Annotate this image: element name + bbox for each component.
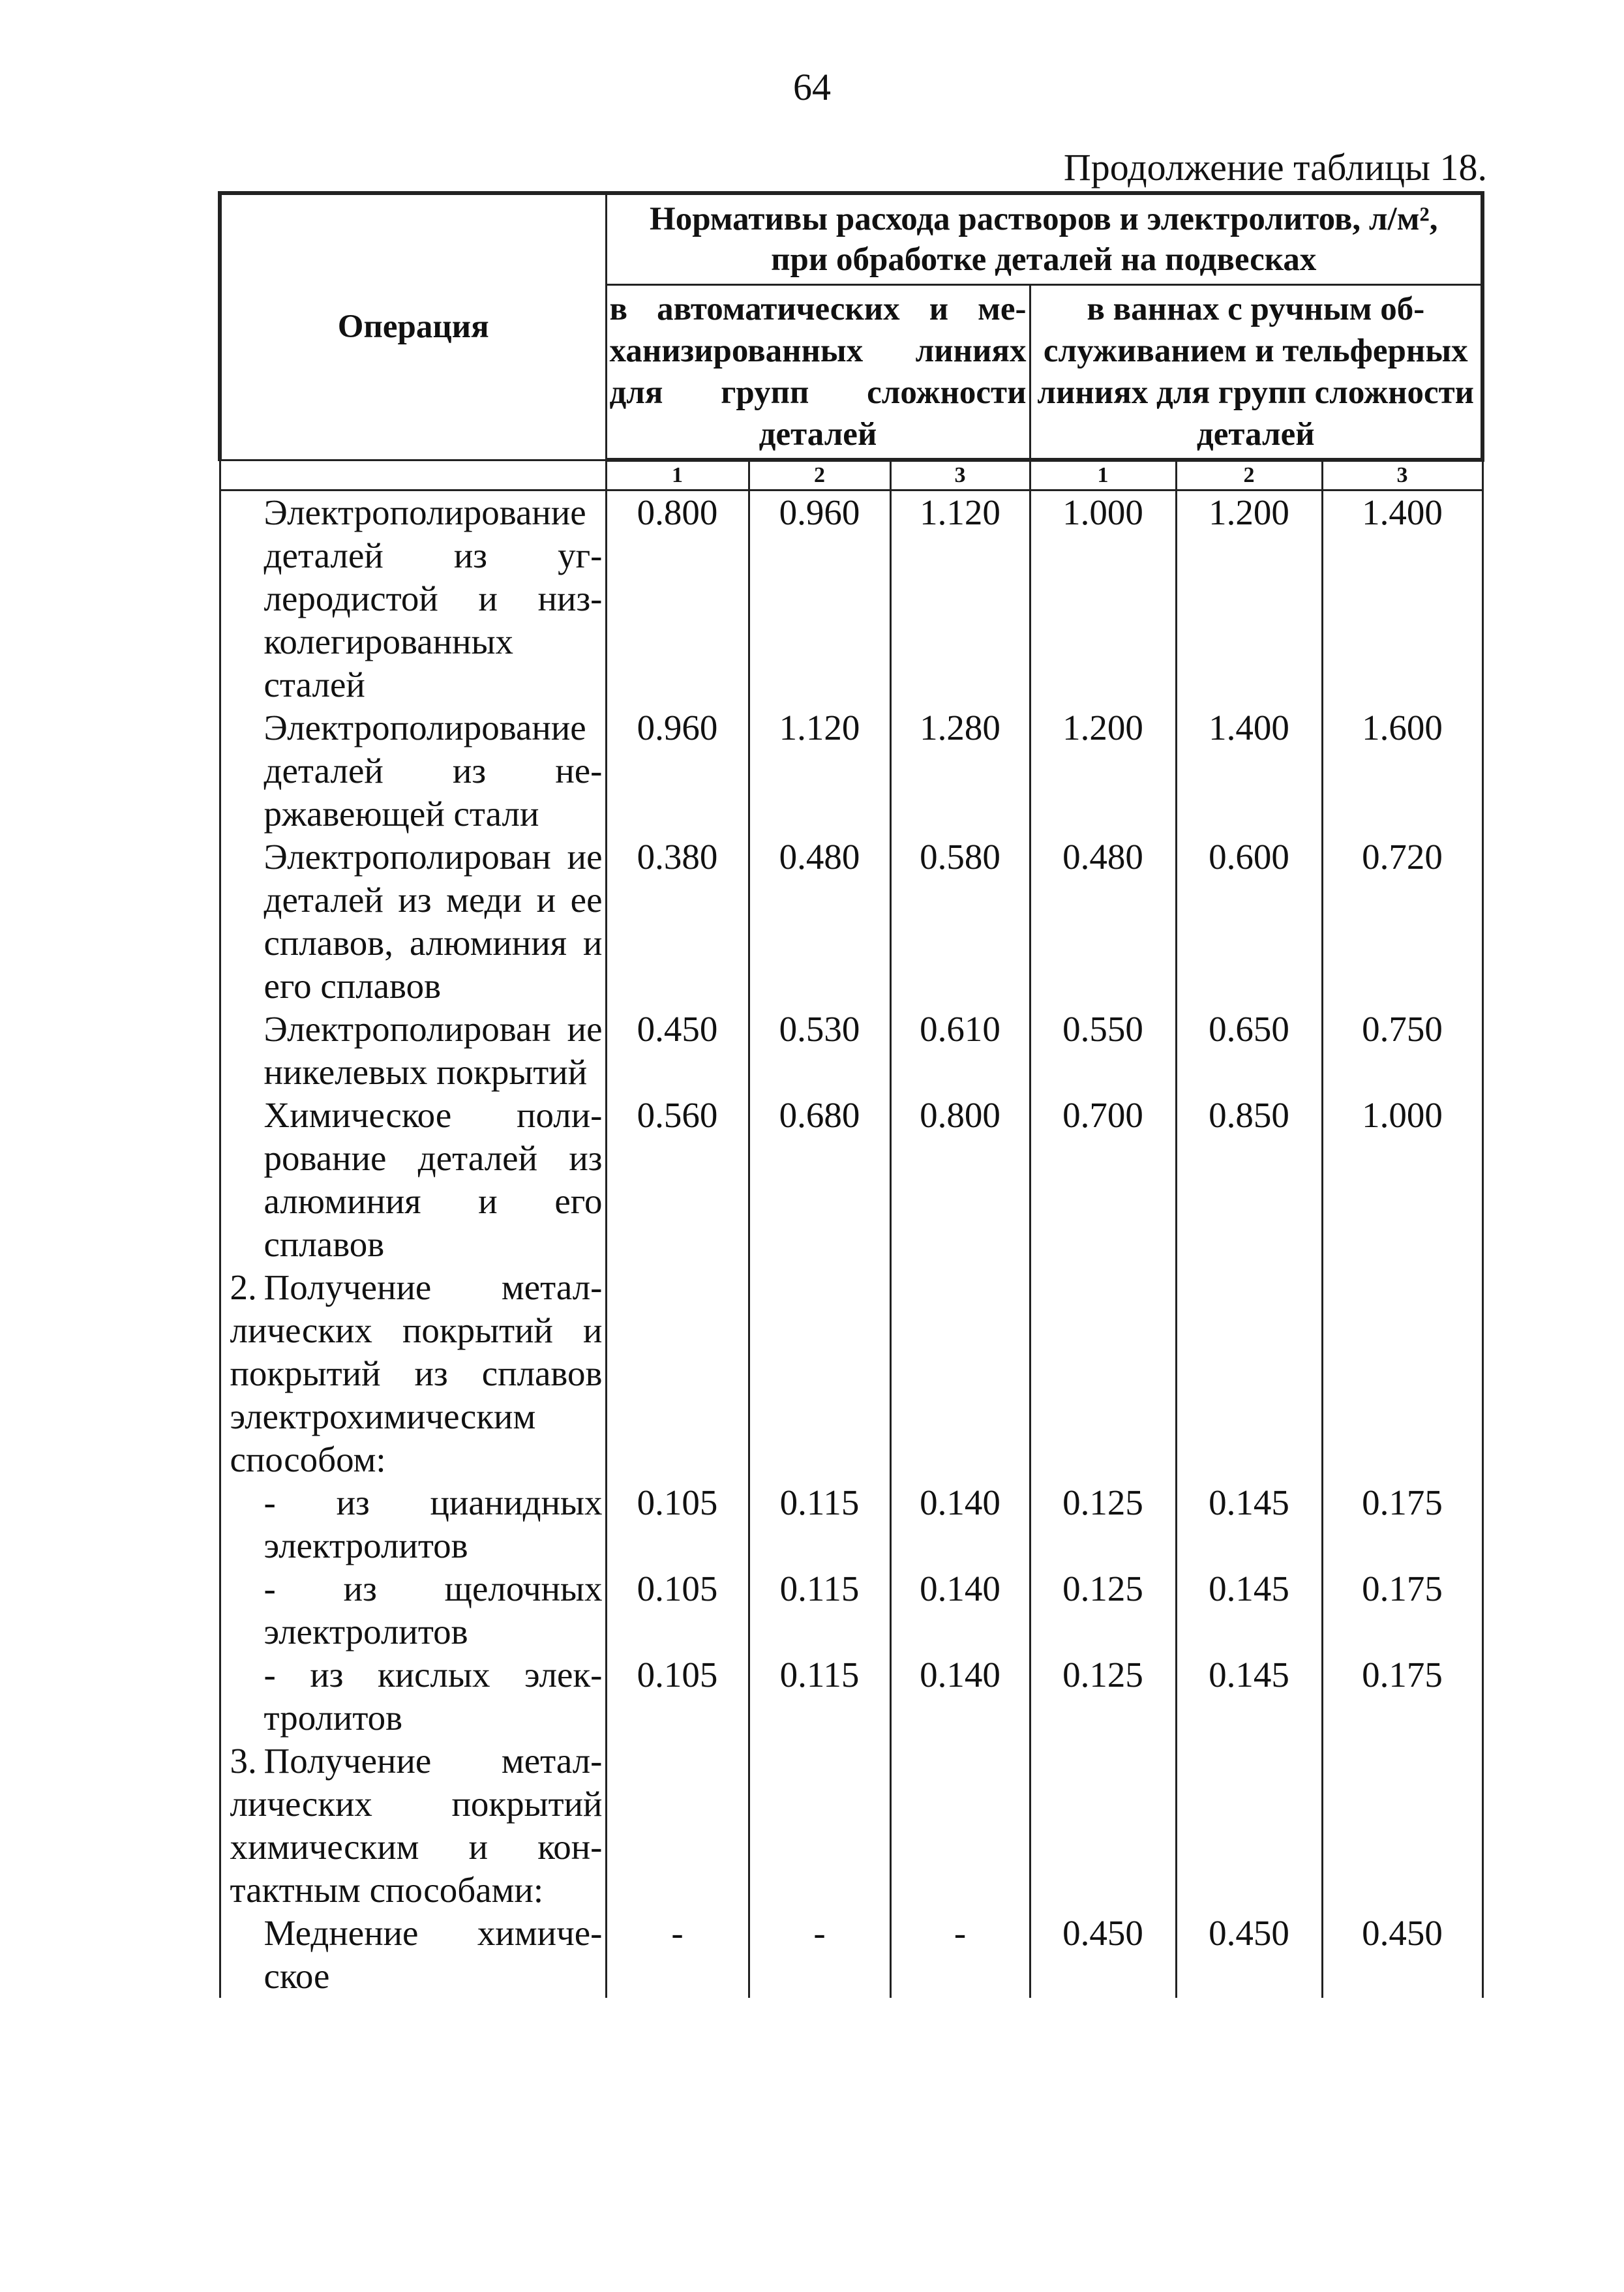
value-cell: 0.600 xyxy=(1176,836,1322,1008)
value-cell: 1.120 xyxy=(749,706,890,836)
table-row xyxy=(220,706,1482,836)
operation-text: Электрополирован ие никелевых покрытий xyxy=(263,1009,603,1092)
value-cell: 0.800 xyxy=(890,1094,1030,1266)
value-cell: 0.680 xyxy=(749,1094,890,1266)
operation-cell xyxy=(220,836,606,1008)
value-cell: 1.400 xyxy=(1322,490,1482,707)
section-number: 3. xyxy=(230,1741,257,1781)
value-cell xyxy=(1176,1266,1322,1481)
value-cell: 1.400 xyxy=(1176,706,1322,836)
value-cell xyxy=(606,1740,749,1912)
value-cell: 1.200 xyxy=(1176,490,1322,707)
operation-cell xyxy=(220,1481,606,1567)
value-cell: 0.800 xyxy=(606,490,749,707)
value-cell xyxy=(1030,1740,1176,1912)
operation-text: Получение металлических покрытий и покрытий из сплавов электрохимическим способом: xyxy=(230,1267,603,1479)
column-number: 1 xyxy=(606,460,749,490)
value-cell: 0.115 xyxy=(749,1653,890,1740)
manual-baths-header: в ваннах с ручным об-служиванием и тельферных линиях для групп сложности деталей xyxy=(1030,285,1482,460)
value-cell: 0.125 xyxy=(1030,1481,1176,1567)
value-cell: - xyxy=(606,1912,749,1998)
table-row xyxy=(220,1094,1482,1266)
value-cell: 0.450 xyxy=(1322,1912,1482,1998)
value-cell xyxy=(890,1740,1030,1912)
column-number: 1 xyxy=(1030,460,1176,490)
value-cell: 1.280 xyxy=(890,706,1030,836)
operation-text: Электрополирован ие деталей из меди и ее сплавов, алюминия и его сплавов xyxy=(263,837,603,1006)
value-cell: 0.850 xyxy=(1176,1094,1322,1266)
operation-cell xyxy=(220,706,606,836)
value-cell xyxy=(1030,1266,1176,1481)
value-cell: 0.960 xyxy=(749,490,890,707)
table-caption: Продолжение таблицы 18. xyxy=(1063,146,1487,188)
value-cell: 0.145 xyxy=(1176,1481,1322,1567)
operation-header: Операция xyxy=(220,193,606,460)
operation-text: - из цианидных электролитов xyxy=(263,1483,603,1565)
column-number: 2 xyxy=(1176,460,1322,490)
value-cell: 0.960 xyxy=(606,706,749,836)
value-cell: 1.120 xyxy=(890,490,1030,707)
value-cell: 0.380 xyxy=(606,836,749,1008)
value-cell: - xyxy=(890,1912,1030,1998)
value-cell: 0.700 xyxy=(1030,1094,1176,1266)
value-cell: 0.105 xyxy=(606,1653,749,1740)
operation-cell xyxy=(220,1567,606,1653)
table-row xyxy=(220,1740,1482,1912)
operation-cell xyxy=(220,1266,606,1481)
value-cell xyxy=(749,1740,890,1912)
value-cell: 0.580 xyxy=(890,836,1030,1008)
value-cell: 0.480 xyxy=(749,836,890,1008)
value-cell: 0.450 xyxy=(1176,1912,1322,1998)
value-cell: 0.450 xyxy=(1030,1912,1176,1998)
value-cell: 0.720 xyxy=(1322,836,1482,1008)
column-number-blank xyxy=(220,460,606,490)
value-cell: 0.550 xyxy=(1030,1008,1176,1094)
value-cell: 0.140 xyxy=(890,1567,1030,1653)
value-cell: 0.750 xyxy=(1322,1008,1482,1094)
value-cell: 0.115 xyxy=(749,1567,890,1653)
operation-cell xyxy=(220,1740,606,1912)
value-cell xyxy=(749,1266,890,1481)
value-cell: 0.175 xyxy=(1322,1567,1482,1653)
column-number: 2 xyxy=(749,460,890,490)
value-cell: 1.600 xyxy=(1322,706,1482,836)
operation-cell xyxy=(220,1008,606,1094)
value-cell xyxy=(1322,1740,1482,1912)
value-cell: 0.175 xyxy=(1322,1481,1482,1567)
value-cell: 0.145 xyxy=(1176,1567,1322,1653)
column-number: 3 xyxy=(1322,460,1482,490)
operation-text: Химическое полирование деталей из алюминия и его сплавов xyxy=(263,1095,603,1264)
value-cell: 0.105 xyxy=(606,1481,749,1567)
value-cell: 0.530 xyxy=(749,1008,890,1094)
operation-cell xyxy=(220,1094,606,1266)
table-row xyxy=(220,1266,1482,1481)
value-cell: 0.140 xyxy=(890,1653,1030,1740)
value-cell xyxy=(606,1266,749,1481)
value-cell: 0.560 xyxy=(606,1094,749,1266)
value-cell: 0.450 xyxy=(606,1008,749,1094)
value-cell xyxy=(1176,1740,1322,1912)
value-cell: 0.175 xyxy=(1322,1653,1482,1740)
operation-text: - из кислых электролитов xyxy=(263,1655,603,1738)
operation-cell xyxy=(220,490,606,707)
table-row xyxy=(220,836,1482,1008)
column-numbers-row xyxy=(220,460,1482,490)
value-cell: 0.650 xyxy=(1176,1008,1322,1094)
operation-text: Электрополирование деталей из углеродистой и низколегированных сталей xyxy=(263,492,603,704)
value-cell: 0.105 xyxy=(606,1567,749,1653)
table-row xyxy=(220,1912,1482,1998)
table-row xyxy=(220,490,1482,707)
column-number: 3 xyxy=(890,460,1030,490)
value-cell: 1.200 xyxy=(1030,706,1176,836)
value-cell: 0.115 xyxy=(749,1481,890,1567)
page-number: 64 xyxy=(793,66,831,108)
value-cell: 0.480 xyxy=(1030,836,1176,1008)
value-cell: 0.125 xyxy=(1030,1567,1176,1653)
operation-cell xyxy=(220,1653,606,1740)
value-cell: 0.610 xyxy=(890,1008,1030,1094)
operation-text: - из щелочных электролитов xyxy=(263,1569,603,1651)
value-cell: - xyxy=(749,1912,890,1998)
consumption-table xyxy=(218,191,1484,1998)
table-row xyxy=(220,1653,1482,1740)
automated-lines-header: в автоматических и ме-ханизированных линиях для групп сложности деталей xyxy=(606,285,1030,460)
value-cell xyxy=(1322,1266,1482,1481)
operation-text: Получение металлических покрытий химическим и контактным способами: xyxy=(230,1741,603,1910)
section-number: 2. xyxy=(230,1267,257,1307)
operation-text: Электрополирование деталей из нержавеющей стали xyxy=(263,708,603,834)
value-cell: 1.000 xyxy=(1322,1094,1482,1266)
table-row xyxy=(220,1481,1482,1567)
table-row xyxy=(220,1008,1482,1094)
operation-cell xyxy=(220,1912,606,1998)
operation-text: Меднение химическое xyxy=(263,1913,603,1996)
value-cell: 1.000 xyxy=(1030,490,1176,707)
value-cell xyxy=(890,1266,1030,1481)
value-cell: 0.125 xyxy=(1030,1653,1176,1740)
value-cell: 0.140 xyxy=(890,1481,1030,1567)
norms-group-header: Нормативы расхода растворов и электролитов, л/м², при обработке деталей на подвесках xyxy=(606,193,1482,285)
table-row xyxy=(220,1567,1482,1653)
value-cell: 0.145 xyxy=(1176,1653,1322,1740)
